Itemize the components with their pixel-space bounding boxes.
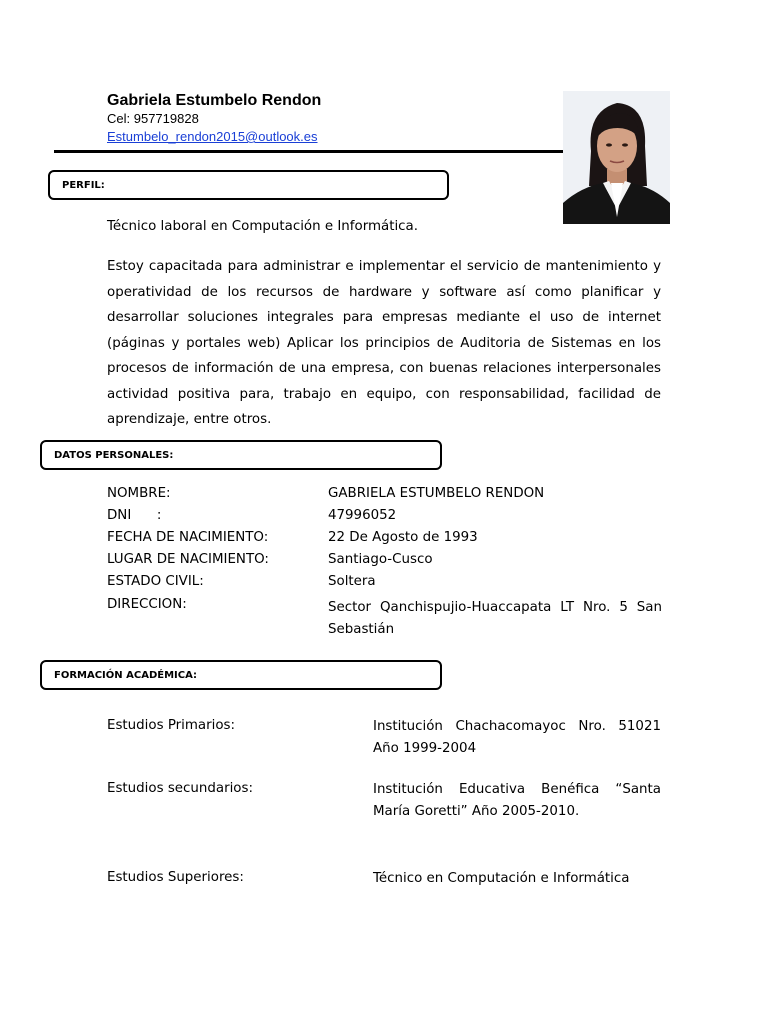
datos-label: FECHA DE NACIMIENTO: xyxy=(107,530,269,545)
datos-label: DNI : xyxy=(107,508,162,523)
datos-value: GABRIELA ESTUMBELO RENDON xyxy=(328,486,545,501)
email-link[interactable]: Estumbelo_rendon2015@outlook.es xyxy=(107,129,318,144)
education-label: Estudios Superiores: xyxy=(107,870,244,885)
portrait-photo xyxy=(563,91,670,224)
phone-number: Cel: 957719828 xyxy=(107,111,199,126)
education-value: Institución Chachacomayoc Nro. 51021 Año 1999-2004 xyxy=(373,719,661,756)
datos-label: DIRECCION: xyxy=(107,597,187,612)
education-value: Institución Educativa Benéfica “Santa María Goretti” Año 2005-2010. xyxy=(373,782,661,819)
perfil-paragraph: Estoy capacitada para administrar e implementar el servicio de mantenimiento y operatividad de los recursos de hardware y software así como planificar y desarrollar soluciones integrales para empresas mediante el uso de internet (páginas y portales web) Aplicar los principios de Auditoria de Sistemas en los procesos de información de una empresa, con buenas relaciones interpersonales actividad positiva para, trabajo en equipo, con responsabilidad, facilidad de aprendizaje, entre otros. xyxy=(107,259,661,427)
section-formacion-academica xyxy=(40,660,442,690)
section-datos-title: DATOS PERSONALES: xyxy=(54,450,174,461)
section-perfil xyxy=(48,170,449,200)
candidate-name: Gabriela Estumbelo Rendon xyxy=(107,92,322,109)
datos-value: 22 De Agosto de 1993 xyxy=(328,530,478,545)
education-label: Estudios Primarios: xyxy=(107,718,236,733)
education-label: Estudios secundarios: xyxy=(107,781,253,796)
datos-value: Soltera xyxy=(328,574,376,589)
datos-label: LUGAR DE NACIMIENTO: xyxy=(107,552,269,567)
datos-value: 47996052 xyxy=(328,508,397,523)
section-datos-personales xyxy=(40,440,442,470)
datos-value: Sector Qanchispujio-Huaccapata LT Nro. 5 San Sebastián xyxy=(328,600,662,637)
education-value: Técnico en Computación e Informática xyxy=(373,871,630,886)
section-formacion-title: FORMACIÓN ACADÉMICA: xyxy=(54,670,198,681)
datos-value: Santiago-Cusco xyxy=(328,552,433,567)
perfil-lead: Técnico laboral en Computación e Informática. xyxy=(107,219,419,234)
portrait-photo-icon xyxy=(563,91,670,224)
datos-label: ESTADO CIVIL: xyxy=(107,574,204,589)
header-divider xyxy=(54,150,564,153)
section-perfil-title: PERFIL: xyxy=(62,180,105,191)
datos-label: NOMBRE: xyxy=(107,486,171,501)
